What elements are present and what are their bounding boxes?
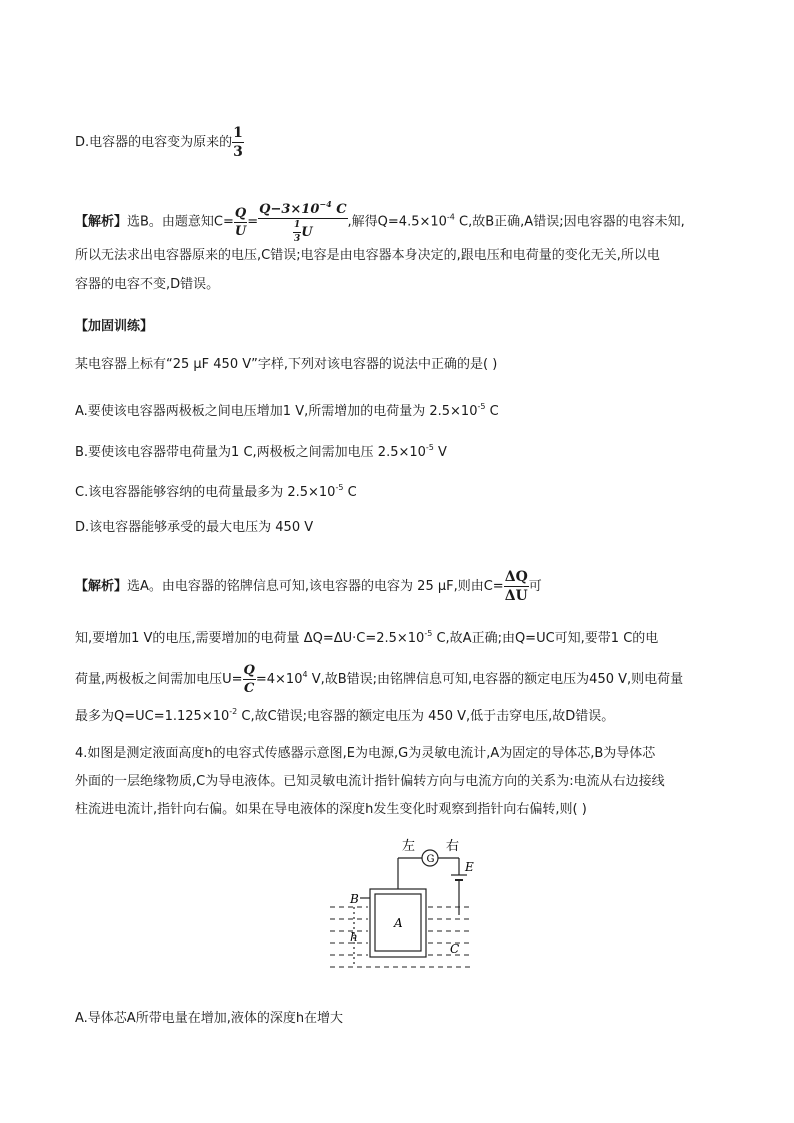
- fraction-q-over-u: $\frac{Q}{U}$: [234, 205, 247, 239]
- reinforcement-stem: 某电容器上标有“25 μF 450 V”字样,下列对该电容器的说法中正确的是( ): [75, 357, 498, 372]
- q3-analysis-line-1: 【解析】选B。由题意知C= $\frac{Q}{U}$ = $Q-3\times 10^{-4}$ C $\frac{1}{3}$ U ,解得$Q=4.5\times 10^{-4}$ C,故B正确,A错误;因电容器的电容未知,: [75, 199, 685, 244]
- capacitive-sensor-diagram: [328, 835, 478, 980]
- fraction-one-third: $\frac{1}{3}$: [233, 125, 243, 160]
- fraction-q-minus-over-third-u: $Q-3\times 10^{-4}$ C $\frac{1}{3}$ U: [259, 199, 347, 244]
- option-d-text: D.电容器的电容变为原来的: [75, 135, 233, 150]
- label-h: h: [350, 930, 358, 944]
- fraction-q-over-c: $\frac{Q}{C}$: [243, 663, 255, 696]
- q3-analysis-line-3: 容器的电容不变,D错误。: [75, 277, 220, 292]
- label-right: 右: [446, 839, 460, 854]
- label-a: A: [394, 916, 403, 930]
- q4-stem-line-1: 4.如图是测定液面高度h的电容式传感器示意图,E为电源,G为灵敏电流计,A为固定的导体芯,B为导体芯: [75, 746, 656, 761]
- reinforcement-analysis-line-3: 荷量,两极板之间需加电压U= $\frac{Q}{C}$ $=4\times 10^4$ V,故B错误;由铭牌信息可知,电容器的额定电压为450 V,则电荷量: [75, 663, 684, 696]
- label-g: G: [426, 854, 435, 865]
- reinforcement-title: 【加固训练】: [75, 319, 154, 334]
- reinforcement-option-a: A.要使该电容器两极板之间电压增加1 V,所需增加的电荷量为 $2.5\times 10^{-5}$ C: [75, 402, 499, 419]
- reinforcement-analysis-line-1: 【解析】选A。由电容器的铭牌信息可知,该电容器的电容为 25 μF,则由C= $\frac{\Delta Q}{\Delta U}$ 可: [75, 569, 542, 604]
- label-e: E: [465, 860, 474, 874]
- analysis-tag: 【解析】: [75, 214, 128, 230]
- reinforcement-analysis-line-2: 知,要增加1 V的电压,需要增加的电荷量 $\Delta Q=\Delta U\cdot C=2.5\times 10^{-5}$ C,故A正确;由Q=UC可知,要带1 C的电: [75, 629, 659, 646]
- q4-stem-line-3: 柱流进电流计,指针向右偏。如果在导电液体的深度h发生变化时观察到指针向右偏转,则( ): [75, 802, 587, 817]
- fraction-dq-over-du: $\frac{\Delta Q}{\Delta U}$: [504, 569, 528, 604]
- q4-stem-line-2: 外面的一层绝缘物质,C为导电液体。已知灵敏电流计指针偏转方向与电流方向的关系为:电流从右边接线: [75, 774, 665, 789]
- reinforcement-analysis-line-4: 最多为$Q=UC=1.125\times 10^{-2}$ C,故C错误;电容器的额定电压为 450 V,低于击穿电压,故D错误。: [75, 707, 615, 724]
- reinforcement-option-d: D.该电容器能够承受的最大电压为 450 V: [75, 520, 314, 535]
- label-b: B: [350, 892, 359, 906]
- analysis-tag: 【解析】: [75, 579, 128, 594]
- label-c: C: [450, 942, 460, 956]
- q3-analysis-line-2: 所以无法求出电容器原来的电压,C错误;电容是由电容器本身决定的,跟电压和电荷量的变化无关,所以电: [75, 248, 660, 263]
- label-left: 左: [402, 839, 416, 854]
- reinforcement-option-b: B.要使该电容器带电荷量为1 C,两极板之间需加电压 $2.5\times 10^{-5}$ V: [75, 443, 447, 460]
- q4-option-a: A.导体芯A所带电量在增加,液体的深度h在增大: [75, 1011, 344, 1026]
- q3-option-d: [75, 126, 244, 159]
- reinforcement-option-c: C.该电容器能够容纳的电荷量最多为 $2.5\times 10^{-5}$ C: [75, 483, 357, 500]
